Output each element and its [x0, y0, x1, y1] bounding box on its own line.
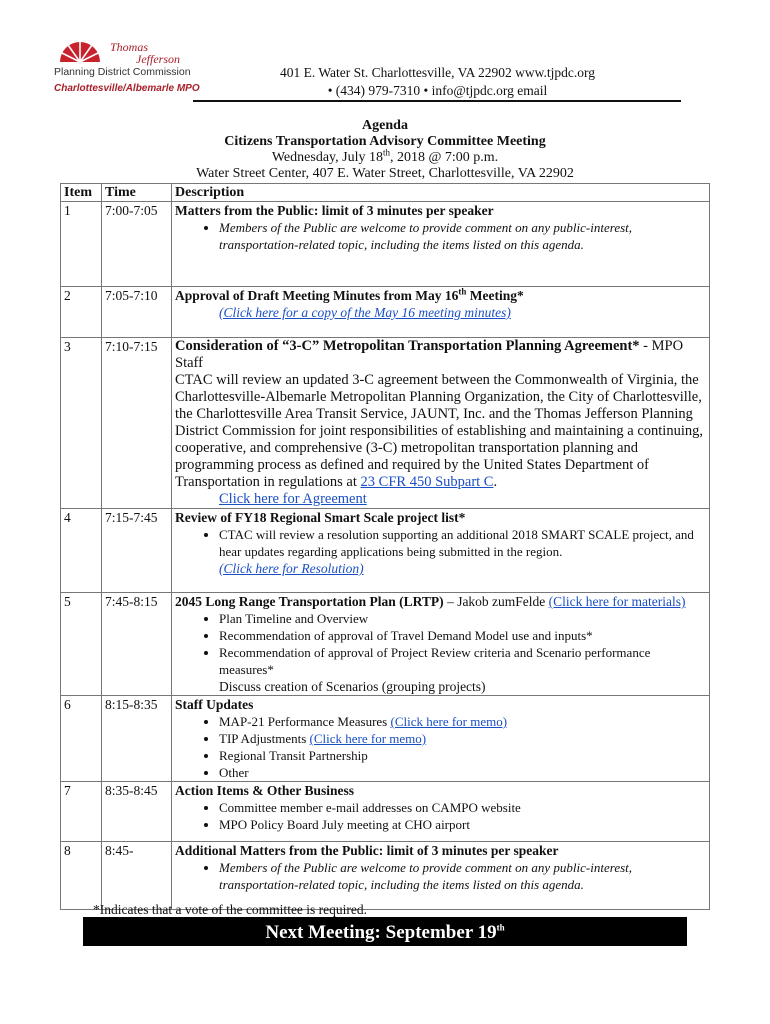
- table-row: 4 7:15-7:45 Review of FY18 Regional Smart Scale project list* • CTAC will review a resolution supporting an additional 2018 SMART SCALE project, and hear updates regarding applications being submitted in the region. (Click here for Resolution): [61, 509, 710, 593]
- list-item: • Plan Timeline and Overview: [219, 610, 706, 627]
- list-item: • Members of the Public are welcome to provide comment on any public-interest, transportation-related topic, including the items listed on this agenda.: [219, 859, 706, 893]
- row-title: Additional Matters from the Public: limit of 3 minutes per speaker: [175, 843, 559, 858]
- table-header: [61, 184, 710, 202]
- table-row: 1 7:00-7:05 Matters from the Public: limit of 3 minutes per speaker • Members of the Public are welcome to provide comment on any public-interest, transportation-related topic, including the items listed on this agenda.: [61, 202, 710, 287]
- minutes-link[interactable]: (Click here for a copy of the May 16 meeting minutes): [219, 305, 511, 320]
- row-body: CTAC will review an updated 3-C agreement between the Commonwealth of Virginia, the Charlottesville-Albemarle Metropolitan Planning Organization, the City of Charlottesville, the Charlottesville Area Transit Service, JAUNT, Inc. and the Thomas Jefferson Planning District Commission for joint responsibilities of establishing and maintaining a continuing, cooperative, and comprehensive (3-C) metropolitan transportation planning and programming process as defined and required by the United States Department of Transportation in regulations at 23 CFR 450 Subpart C.: [175, 372, 703, 490]
- col-description: Description: [172, 184, 710, 202]
- col-time: Time: [102, 184, 172, 202]
- agenda-title: Agenda: [362, 118, 408, 133]
- table-row: 8 8:45- Additional Matters from the Public: limit of 3 minutes per speaker • Members of the Public are welcome to provide comment on any public-interest, transportation-related topic, including the items listed on this agenda.: [61, 842, 710, 910]
- logo-thomas: Thomas: [110, 40, 149, 54]
- cfr-link[interactable]: 23 CFR 450 Subpart C: [360, 474, 494, 490]
- logo-jefferson: Jefferson: [136, 52, 180, 66]
- list-item: • Committee member e-mail addresses on CAMPO website: [219, 799, 706, 816]
- list-item: • Members of the Public are welcome to provide comment on any public-interest, transportation-related topic, including the items listed on this agenda.: [219, 219, 706, 253]
- memo-link[interactable]: (Click here for memo): [309, 731, 427, 746]
- resolution-link[interactable]: (Click here for Resolution): [219, 561, 364, 576]
- vote-footnote: *Indicates that a vote of the committee is required.: [93, 902, 368, 917]
- list-item: • MAP-21 Performance Measures (Click here for memo): [219, 713, 706, 730]
- row-title: 2045 Long Range Transportation Plan (LRTP) – Jakob zumFelde (Click here for materials): [175, 594, 686, 609]
- agenda-heading: [170, 118, 600, 182]
- row-title: Approval of Draft Meeting Minutes from May 16th Meeting*: [175, 286, 524, 303]
- materials-link[interactable]: (Click here for materials): [548, 594, 686, 609]
- meeting-date: Wednesday, July 18th, 2018 @ 7:00 p.m.: [271, 147, 499, 165]
- row-title: Review of FY18 Regional Smart Scale project list*: [175, 510, 466, 525]
- next-meeting-banner: Next Meeting: September 19th: [83, 917, 687, 946]
- logo-pdc: Planning District Commission: [54, 66, 191, 78]
- list-item: • CTAC will review a resolution supporting an additional 2018 SMART SCALE project, and hear updates regarding applications being submitted in the region.: [219, 526, 706, 560]
- table-row: 2 7:05-7:10 Approval of Draft Meeting Minutes from May 16th Meeting* (Click here for a copy of the May 16 meeting minutes): [61, 287, 710, 338]
- row-title: Staff Updates: [175, 697, 254, 712]
- list-item: • TIP Adjustments (Click here for memo): [219, 730, 706, 747]
- committee-name: Citizens Transportation Advisory Committee Meeting: [224, 134, 546, 149]
- list-item: • MPO Policy Board July meeting at CHO airport: [219, 816, 706, 833]
- list-item: • Regional Transit Partnership: [219, 747, 706, 764]
- table-row: 6 8:15-8:35 Staff Updates • MAP-21 Performance Measures (Click here for memo) • TIP Adjustments (Click here for memo) • Regional Transit Partnership • Other: [61, 696, 710, 782]
- col-item: Item: [61, 184, 102, 202]
- row-title: Consideration of “3-C” Metropolitan Transportation Planning Agreement* - MPO Staff: [175, 338, 684, 371]
- table-row: 7 8:35-8:45 Action Items & Other Business • Committee member e-mail addresses on CAMPO website • MPO Policy Board July meeting at CHO airport: [61, 782, 710, 842]
- table-row: 5 7:45-8:15 2045 Long Range Transportation Plan (LRTP) – Jakob zumFelde (Click here for materials) • Plan Timeline and Overview • Recommendation of approval of Travel Demand Model use and inputs* • Recommendation of approval of Project Review criteria and Scenario performance measures* Discuss creation of Scenarios (grouping projects): [61, 593, 710, 696]
- meeting-location: Water Street Center, 407 E. Water Street, Charlottesville, VA 22902: [196, 166, 574, 181]
- row-title: Matters from the Public: limit of 3 minutes per speaker: [175, 203, 494, 218]
- sunburst-logo-icon: [58, 40, 102, 62]
- address-line-2: • (434) 979-7310 • info@tjpdc.org email: [327, 83, 548, 98]
- list-item: • Recommendation of approval of Project Review criteria and Scenario performance measures*: [219, 644, 706, 678]
- list-item: • Other: [219, 764, 706, 781]
- agreement-link[interactable]: Click here for Agreement: [219, 491, 367, 507]
- row-title: Action Items & Other Business: [175, 783, 355, 798]
- memo-link[interactable]: (Click here for memo): [390, 714, 508, 729]
- address-line-1: 401 E. Water St. Charlottesville, VA 22902 www.tjpdc.org: [279, 65, 596, 80]
- agenda-table: [60, 183, 710, 910]
- list-item: • Recommendation of approval of Travel Demand Model use and inputs*: [219, 627, 706, 644]
- address-block: [200, 64, 675, 100]
- logo-mpo: Charlottesville/Albemarle MPO: [54, 83, 200, 94]
- table-row: 3 7:10-7:15 Consideration of “3-C” Metropolitan Transportation Planning Agreement* - MPO Staff CTAC will review an updated 3-C agreement between the Commonwealth of Virginia, the Charlottesville-Albemarle Metropolitan Planning Organization, the City of Charlottesville, the Charlottesville Area Transit Service, JAUNT, Inc. and the Thomas Jefferson Planning District Commission for joint responsibilities of establishing and maintaining a continuing, cooperative, and comprehensive (3-C) metropolitan transportation planning and programming process as defined and required by the United States Department of Transportation in regulations at 23 CFR 450 Subpart C. Click here for Agreement: [61, 338, 710, 509]
- extra-note: Discuss creation of Scenarios (grouping projects): [219, 679, 486, 694]
- header-divider: [193, 100, 681, 102]
- tjpdc-logo: [54, 40, 200, 100]
